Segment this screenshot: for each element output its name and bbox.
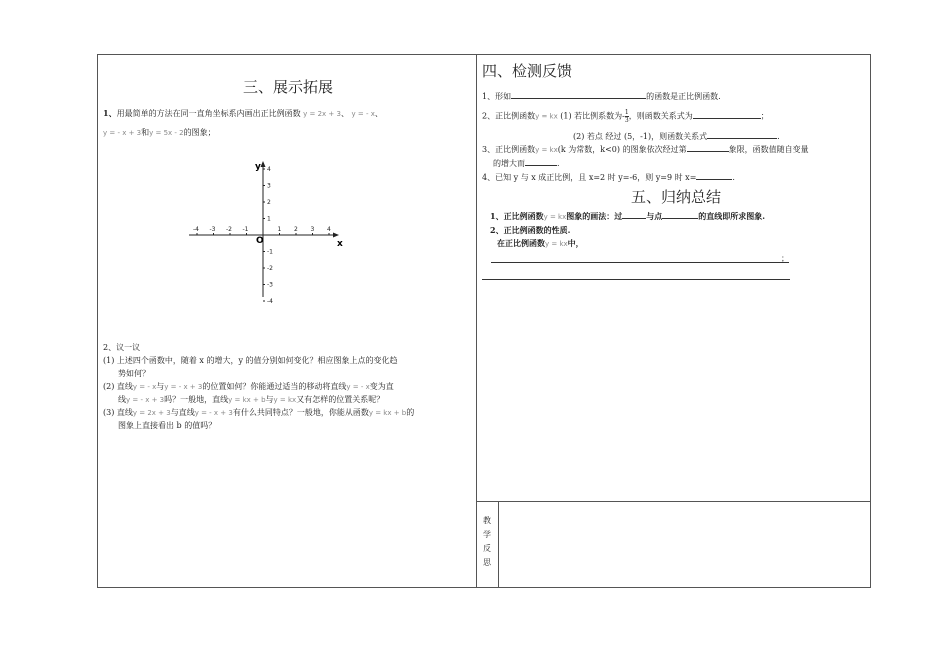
blank-field[interactable]: [693, 110, 761, 119]
column-divider: [476, 54, 477, 588]
x-tick-label: 1: [277, 226, 282, 233]
x-tick-label: -2: [226, 226, 232, 233]
origin-label: O: [256, 236, 264, 246]
x-axis-label: x: [337, 239, 343, 249]
q2-p1-line2: 势如何？: [118, 369, 150, 378]
x-tick-label: 3: [310, 226, 315, 233]
q2-p3-line2: 图象上直接看出 b 的值吗？: [118, 421, 217, 430]
blank-field[interactable]: [622, 210, 646, 219]
y-tick-label: -3: [267, 281, 273, 289]
summary-2: 2、正比例函数的性质.: [490, 225, 571, 235]
item-3-line1: 3、正比例函数y = kx(k 为常数，k<0) 的图象依次经过第 象限，函数值随自变量: [482, 145, 809, 154]
y-tick-label: -1: [267, 248, 273, 256]
reflection-label-char: 思: [483, 558, 491, 567]
item-1: 1、形如 的函数是正比例函数.: [482, 92, 721, 101]
x-tick-label: -3: [209, 226, 216, 233]
item-2-line1: 2、正比例函数y = kx (1) 若比例系数为- $\frac{1}{3}$ ，则函数关系式为 ；: [482, 109, 769, 124]
y-axis-arrow: [261, 161, 266, 167]
q2-p2-line1: (2) 直线y = - x与y = - x + 3的位置如何？你能通过适当的移动将直线y = - x变为直: [103, 382, 394, 391]
q1-line2: y = - x + 3和y = 5x - 2的图象；: [103, 128, 216, 137]
blank-field[interactable]: [687, 143, 729, 152]
q2-p2-line2: 线y = - x + 3吗？一般地，直线y = kx + b与y = kx又有怎样的位置关系呢？: [118, 395, 385, 404]
y-axis-label: y: [255, 162, 261, 172]
reflection-label-char: 教: [483, 516, 491, 525]
x-tick-label: -1: [242, 226, 249, 233]
item-4: 4、已知 y 与 x 成正比例，且 x=2 时 y=-6，则 y=9 时 x= .: [482, 173, 735, 182]
summary-3: 在正比例函数y = kx中，: [497, 238, 584, 248]
blank-field[interactable]: [696, 171, 732, 180]
x-axis-arrow: [333, 233, 339, 238]
y-tick-label: -2: [267, 265, 273, 272]
answer-line-2[interactable]: [482, 279, 790, 280]
section-heading-4: 四、检测反馈: [482, 62, 573, 80]
y-tick-label: 2: [267, 199, 271, 206]
y-tick-label: 1: [267, 215, 271, 223]
blank-field[interactable]: [525, 157, 557, 166]
section-heading-5: 五、归纳总结: [631, 188, 722, 206]
reflection-area[interactable]: [499, 502, 870, 587]
summary-1: 1、正比例函数y = kx图象的画法：过 与点 的直线即所求图象.: [490, 211, 766, 221]
item-2-line2: (2) 若点 经过 (5，-1)，则函数关系式 .: [573, 132, 780, 141]
q2-p1-line1: (1) 上述四个函数中，随着 x 的增大，y 的值分别如何变化？相应图象上点的变化趋: [103, 356, 398, 365]
y-tick-label: 4: [267, 166, 271, 173]
coordinate-graph: [185, 157, 350, 305]
reflection-label-char: 学: [483, 530, 491, 539]
fraction: $\frac{1}{3}$: [624, 109, 629, 124]
y-tick-label: 3: [267, 182, 271, 190]
q2-title: 2、议一议: [103, 343, 141, 352]
item-3-line2: 的增大而 .: [493, 159, 560, 168]
x-tick-label: 2: [294, 226, 298, 233]
q1-line1: 1、用最简单的方法在同一直角坐标系内画出正比例函数 y = 2x + 3、 y = - x、: [103, 108, 383, 118]
answer-line-end: ；: [781, 254, 789, 263]
y-tick-label: -4: [267, 298, 273, 305]
blank-field[interactable]: [707, 130, 777, 139]
blank-field[interactable]: [511, 90, 646, 99]
answer-line-1[interactable]: [491, 262, 789, 263]
x-tick-label: 4: [327, 226, 331, 233]
q2-p3-line1: (3) 直线y = 2x + 3与直线y = - x + 3有什么共同特点？一般地，你能从函数y = kx + b的: [103, 408, 415, 417]
reflection-label-char: 反: [483, 544, 491, 553]
x-tick-label: -4: [193, 226, 199, 233]
blank-field[interactable]: [662, 210, 698, 219]
section-heading-3: 三、展示拓展: [243, 78, 334, 96]
